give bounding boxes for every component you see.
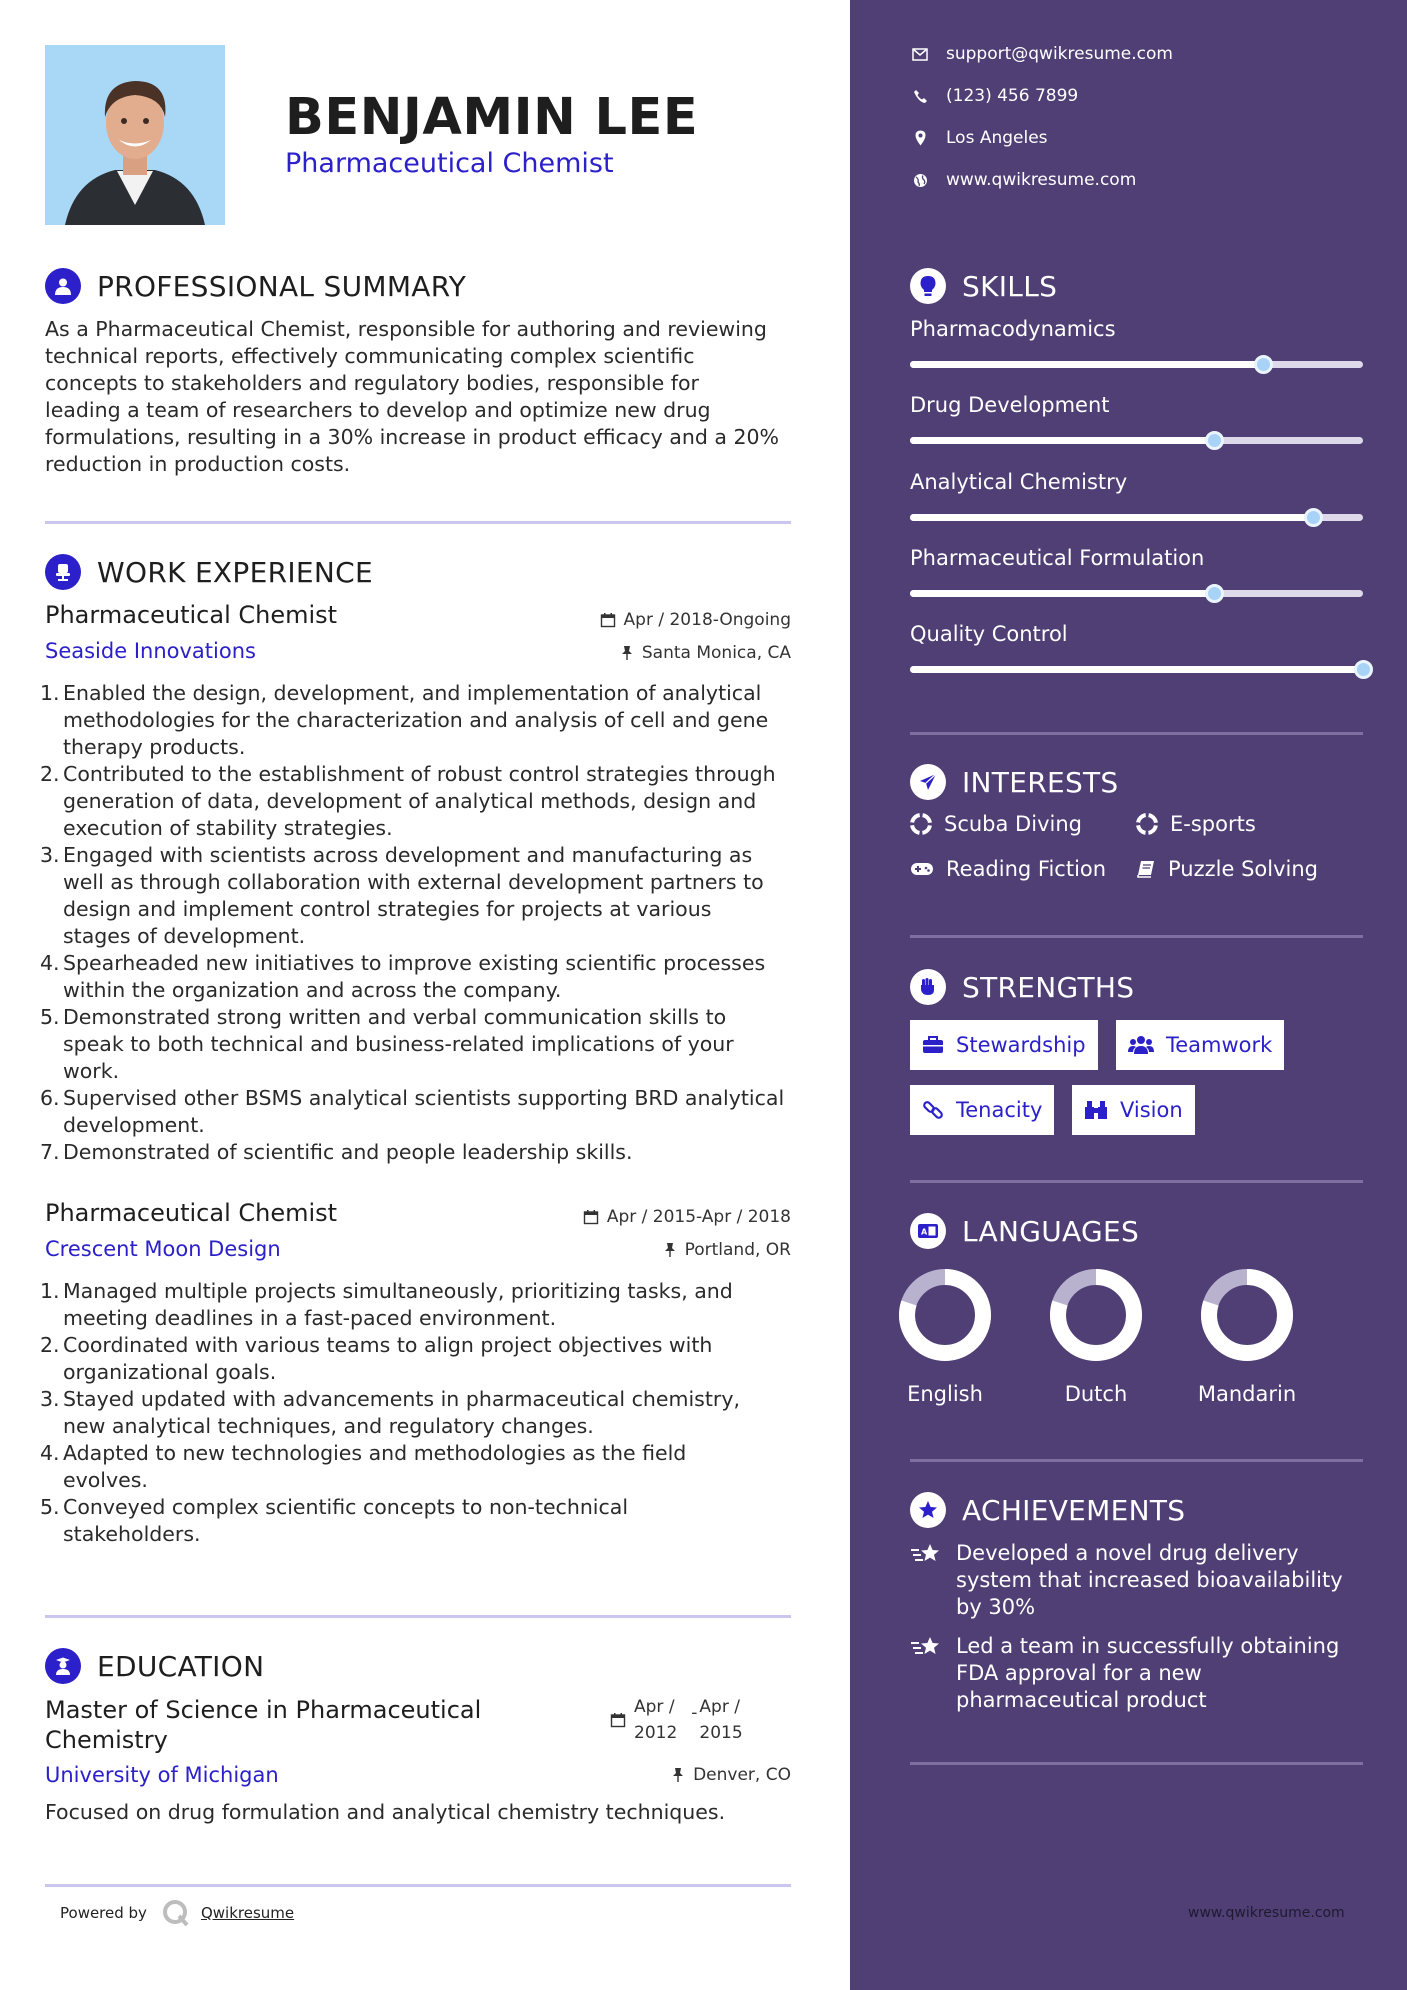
strength-badge [910, 1020, 1098, 1070]
skill-bar [910, 514, 1363, 521]
strength-label: Tenacity [956, 1098, 1043, 1122]
interests-heading [910, 764, 1119, 800]
skill-name: Quality Control [910, 622, 1068, 646]
skill-bar-fill [910, 590, 1214, 597]
achievement-line: Developed a novel drug delivery [956, 1541, 1299, 1565]
strengths-title: STRENGTHS [962, 970, 1135, 1004]
education-heading [45, 1648, 264, 1684]
envelope-icon [912, 48, 928, 61]
briefcase-icon [922, 1035, 944, 1055]
chair-icon [45, 554, 81, 590]
achievement-line: by 30% [956, 1595, 1036, 1619]
link-icon [922, 1099, 944, 1121]
job-location [663, 1240, 791, 1260]
strengths-heading [910, 969, 1134, 1005]
language-ring [1047, 1266, 1145, 1364]
user-icon [45, 268, 81, 304]
book-icon [1136, 859, 1156, 879]
contact-website-text: www.qwikresume.com [946, 170, 1137, 190]
interest-item [1136, 857, 1318, 881]
summary-line: concepts to stakeholders and regulatory bodies, responsible for [45, 371, 699, 395]
list-item: 2. Coordinated with various teams to align project objectives with organizational goals. [40, 1333, 713, 1384]
summary-text [45, 316, 791, 478]
skills-title: SKILLS [962, 269, 1058, 303]
summary-line: As a Pharmaceutical Chemist, responsible for authoring and reviewing [45, 317, 767, 341]
shooting-star-icon [910, 1542, 942, 1568]
contact-email[interactable] [910, 44, 1173, 64]
job-location-text: Portland, OR [684, 1240, 791, 1260]
candidate-name: BENJAMIN LEE [285, 88, 699, 147]
degree-line: Master of Science in Pharmaceutical [45, 1696, 482, 1724]
strength-label: Stewardship [956, 1033, 1086, 1057]
summary-title: PROFESSIONAL SUMMARY [97, 269, 467, 303]
achievement-item [910, 1633, 1360, 1714]
binoculars-icon [1084, 1100, 1108, 1120]
skill-bar-fill [910, 666, 1363, 673]
job-date [600, 610, 791, 630]
contact-phone-text: (123) 456 7899 [946, 86, 1079, 106]
skill-name: Analytical Chemistry [910, 470, 1128, 494]
list-item: 5. Conveyed complex scientific concepts to non-technical stakeholders. [40, 1495, 629, 1546]
list-item: 4. Spearheaded new initiatives to improve existing scientific processes within the organization and across the company. [40, 951, 766, 1002]
avatar [45, 45, 225, 225]
calendar-icon [610, 1712, 626, 1728]
job-bullets [40, 680, 795, 1166]
work-heading [45, 554, 373, 590]
strength-label: Vision [1120, 1098, 1183, 1122]
work-title: WORK EXPERIENCE [97, 555, 373, 589]
calendar-icon [583, 1209, 599, 1225]
svg-text:A: A [921, 1227, 928, 1237]
language-item [1182, 1266, 1312, 1406]
job-date-text: Apr / 2018-Ongoing [623, 610, 791, 630]
qwikresume-link[interactable]: Qwikresume [200, 1904, 295, 1922]
strength-label: Teamwork [1166, 1033, 1273, 1057]
list-item: 6. Supervised other BSMS analytical scientists supporting BRD analytical development. [40, 1086, 785, 1137]
skill-bar-knob [1254, 355, 1273, 374]
life-ring-icon [1136, 813, 1158, 835]
contact-location [910, 128, 1048, 148]
summary-line: reduction in production costs. [45, 452, 351, 476]
calendar-icon [600, 612, 616, 628]
education-start: Apr / 2012 [634, 1697, 678, 1743]
paper-plane-icon [910, 764, 946, 800]
language-name: Mandarin [1197, 1382, 1297, 1406]
interest-item [910, 812, 1082, 836]
contact-phone[interactable] [910, 86, 1078, 106]
achievement-line: FDA approval for a new [956, 1661, 1202, 1685]
list-item: 1. Enabled the design, development, and implementation of analytical methodologies for the characterization and analysis of cell and gene therapy products. [40, 681, 769, 759]
interest-label: Reading Fiction [946, 857, 1107, 881]
skill-bar-knob [1304, 508, 1323, 527]
footer-website-link[interactable]: www.qwikresume.com [1188, 1905, 1345, 1921]
contact-location-text: Los Angeles [946, 128, 1048, 148]
list-item: 5. Demonstrated strong written and verbal communication skills to speak to both technical and business-related implications of your work. [40, 1005, 734, 1083]
gamepad-icon [910, 861, 934, 877]
footer-powered-by [60, 1898, 294, 1928]
list-item: 2. Contributed to the establishment of robust control strategies through generation of data, development of analytical methods, design and execution of stability strategies. [40, 762, 776, 840]
education-title: EDUCATION [97, 1649, 265, 1683]
interest-item [910, 857, 1106, 881]
skill-name: Pharmaceutical Formulation [910, 546, 1205, 570]
language-name: English [907, 1382, 983, 1406]
education-location-text: Denver, CO [693, 1765, 791, 1785]
skill-bar [910, 361, 1363, 368]
language-item [880, 1266, 1010, 1406]
star-badge-icon [910, 1492, 946, 1528]
job-date-text: Apr / 2015-Apr / 2018 [606, 1207, 791, 1227]
languages-heading [910, 1213, 1139, 1249]
degree-title [45, 1695, 481, 1755]
school-name: University of Michigan [45, 1763, 279, 1787]
pushpin-icon [671, 1767, 685, 1783]
achievements-heading [910, 1492, 1185, 1528]
achievement-line: pharmaceutical product [956, 1688, 1207, 1712]
contact-website[interactable] [910, 170, 1136, 190]
summary-heading [45, 268, 466, 304]
skill-bar [910, 590, 1363, 597]
phone-icon [913, 89, 928, 104]
achievement-line: system that increased bioavailability [956, 1568, 1343, 1592]
skills-heading [910, 268, 1057, 304]
strength-badge [1116, 1020, 1284, 1070]
skill-bar [910, 437, 1363, 444]
language-ring [1198, 1266, 1296, 1364]
shooting-star-icon [910, 1635, 942, 1661]
map-marker-icon [915, 130, 926, 146]
job-title: Pharmaceutical Chemist [45, 1199, 338, 1227]
strength-badge [910, 1085, 1054, 1135]
list-item: 3. Stayed updated with advancements in pharmaceutical chemistry, new analytical techniques, and regulatory changes. [40, 1387, 740, 1438]
section-divider [910, 935, 1363, 938]
interest-item [1136, 812, 1256, 836]
skill-bar-knob [1354, 660, 1373, 679]
languages-title: LANGUAGES [962, 1214, 1140, 1248]
skill-name: Pharmacodynamics [910, 317, 1116, 341]
section-divider [910, 1459, 1363, 1462]
achievement-item [910, 1540, 1360, 1621]
skill-bar [910, 666, 1363, 673]
sidebar [850, 0, 1407, 1990]
degree-line: Chemistry [45, 1726, 168, 1754]
date-separator: - [691, 1703, 698, 1723]
education-end: Apr / 2015 [699, 1697, 743, 1743]
list-item: 1. Managed multiple projects simultaneously, prioritizing tasks, and meeting deadlines in a fast-paced environment. [40, 1279, 733, 1330]
achievements-title: ACHIEVEMENTS [962, 1493, 1186, 1527]
summary-line: leading a team of researchers to develop and optimize new drug [45, 398, 711, 422]
section-divider [45, 1615, 791, 1618]
education-description: Focused on drug formulation and analytical chemistry techniques. [45, 1800, 726, 1824]
section-divider [910, 732, 1363, 735]
job-title: Pharmaceutical Chemist [45, 601, 338, 629]
section-divider [910, 1180, 1363, 1183]
list-item: 4. Adapted to new technologies and methodologies as the field evolves. [40, 1441, 687, 1492]
powered-by-text: Powered by [60, 1904, 147, 1922]
skill-bar-fill [910, 361, 1263, 368]
list-item: 7. Demonstrated of scientific and people leadership skills. [40, 1140, 633, 1164]
interest-label: Puzzle Solving [1168, 857, 1318, 881]
education-date [610, 1694, 743, 1746]
company-name: Crescent Moon Design [45, 1237, 281, 1261]
candidate-title: Pharmaceutical Chemist [285, 148, 614, 179]
life-ring-icon [910, 813, 932, 835]
skill-bar-fill [910, 514, 1313, 521]
strength-badge [1072, 1085, 1195, 1135]
interest-label: E-sports [1170, 812, 1256, 836]
language-name: Dutch [1064, 1382, 1128, 1406]
contact-email-text: support@qwikresume.com [946, 44, 1173, 64]
interests-title: INTERESTS [962, 765, 1119, 799]
achievement-line: Led a team in successfully obtaining [956, 1634, 1340, 1658]
users-icon [1128, 1035, 1154, 1055]
language-ring [896, 1266, 994, 1364]
skill-name: Drug Development [910, 393, 1110, 417]
company-name: Seaside Innovations [45, 639, 256, 663]
education-location [671, 1765, 791, 1785]
graduate-icon [45, 1648, 81, 1684]
summary-line: technical reports, effectively communicating complex scientific [45, 344, 695, 368]
pushpin-icon [663, 1242, 677, 1258]
globe-icon [913, 173, 928, 188]
profile-photo [45, 45, 225, 225]
section-divider [910, 1762, 1363, 1765]
skill-bar-knob [1205, 431, 1224, 450]
qwikresume-logo-icon [161, 1898, 191, 1928]
skill-bar-fill [910, 437, 1214, 444]
job-location-text: Santa Monica, CA [641, 643, 791, 663]
section-divider [45, 1884, 791, 1887]
section-divider [45, 521, 791, 524]
interest-label: Scuba Diving [944, 812, 1082, 836]
summary-line: formulations, resulting in a 30% increase in product efficacy and a 20% [45, 425, 780, 449]
language-item [1031, 1266, 1161, 1406]
skill-bar-knob [1205, 584, 1224, 603]
job-location [620, 643, 791, 663]
job-bullets [40, 1278, 795, 1548]
lightbulb-icon [910, 268, 946, 304]
list-item: 3. Engaged with scientists across development and manufacturing as well as through collaboration with external development partners to design and implement control strategies for projects at various stages of development. [40, 843, 764, 948]
language-icon [910, 1213, 946, 1249]
fist-icon [910, 969, 946, 1005]
pushpin-icon [620, 645, 634, 661]
job-date [583, 1207, 791, 1227]
